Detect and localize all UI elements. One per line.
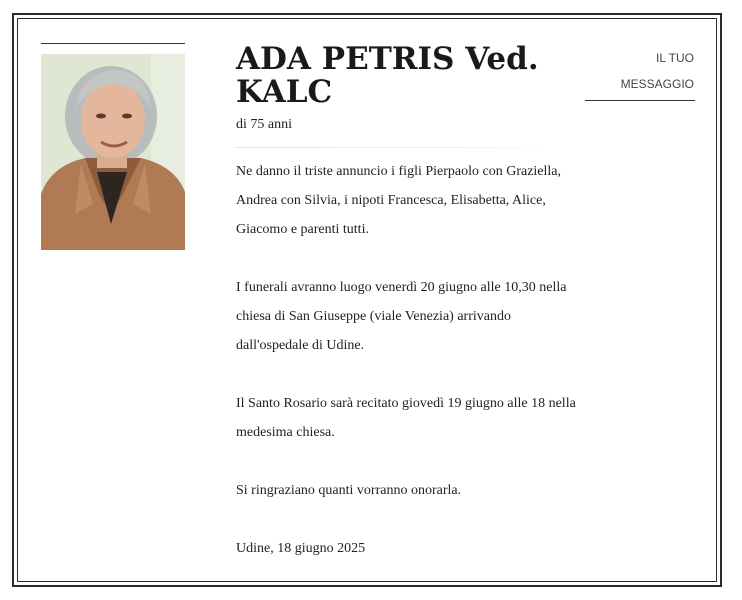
deceased-name: ADA PETRIS Ved. KALC	[236, 41, 539, 110]
rosary-paragraph	[236, 389, 576, 447]
thanks-paragraph	[236, 476, 576, 505]
photo-top-rule	[41, 43, 185, 44]
place-date-paragraph	[236, 534, 576, 563]
age-divider	[236, 147, 556, 148]
place-date-text: Udine, 18 giugno 2025	[236, 541, 366, 556]
portrait-illustration	[41, 54, 185, 250]
deceased-age: di 75 anni	[236, 117, 292, 132]
portrait-photo	[41, 54, 185, 250]
announcement-paragraph	[236, 157, 576, 244]
your-message-link[interactable]: IL TUO MESSAGGIO	[620, 51, 694, 91]
announcement-text: Ne danno il triste annuncio i figli Pierpaolo con Graziella, Andrea con Silvia, i nipoti Francesca, Elisabetta, Alice, Giacomo e parenti tutti.	[236, 164, 562, 237]
funeral-text: I funerali avranno luogo venerdì 20 giugno alle 10,30 nella chiesa di San Giuseppe (viale Venezia) arrivando dall'ospedale di Udine.	[236, 280, 567, 353]
thanks-text: Si ringraziano quanti vorranno onorarla.	[236, 483, 462, 498]
rosary-text: Il Santo Rosario sarà recitato giovedì 19 giugno alle 18 nella medesima chiesa.	[236, 396, 576, 440]
message-link-underline	[585, 100, 695, 101]
funeral-paragraph	[236, 273, 576, 360]
